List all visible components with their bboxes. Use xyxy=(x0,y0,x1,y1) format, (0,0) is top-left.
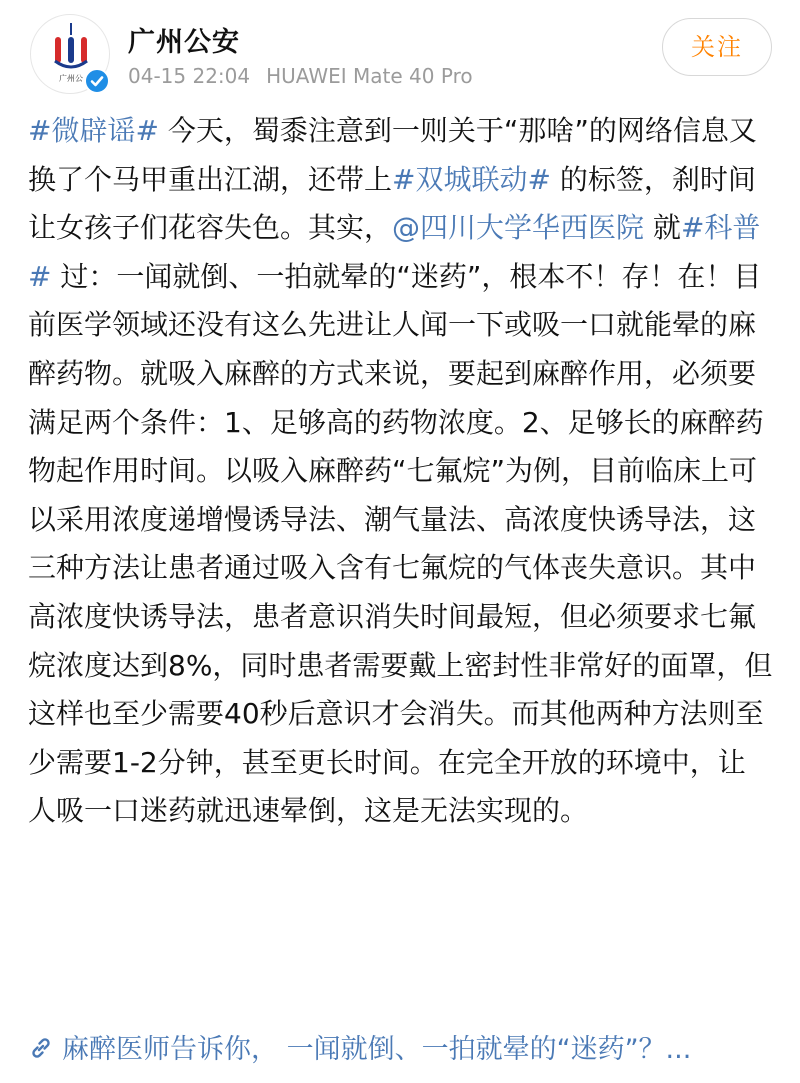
post-device: HUAWEI Mate 40 Pro xyxy=(266,64,473,88)
mention-link[interactable]: @四川大学华西医院 xyxy=(392,211,645,245)
hashtag-link[interactable]: #双城联动# xyxy=(392,162,551,196)
hashtag-link[interactable]: #微辟谣# xyxy=(28,114,159,147)
follow-button[interactable]: 关注 xyxy=(662,18,772,76)
article-link-title: 麻醉医师告诉你， 一闻就倒、一拍就晕的“迷药”？... xyxy=(62,1034,692,1065)
account-name[interactable]: 广州公安 xyxy=(128,27,240,58)
post-header xyxy=(0,0,800,100)
post-text: 过：一闻就倒、一拍就晕的“迷药”，根本不！存！在！目前医学领域还没有这么先进让人闻一下或吸一口就能晕的麻醉药物。就吸入麻醉的方式来说，要起到麻醉作用，必须要满足两个条件：1、足够高的药物浓度。2、足够长的麻醉药物起作用时间。以吸入麻醉药“七氟烷”为例，目前临床上可以采用浓度递增慢诱导法、潮气量法、高浓度快诱导法，这三种方法让患者通过吸入含有七氟烷的气体丧失意识。其中高浓度快诱导法，患者意识消失时间最短，但必须要求七氟烷浓度达到8%，同时患者需要戴上密封性非常好的面罩，但这样也至少需要40秒后意识才会消失。而其他两种方法则至少需要1-2分钟，甚至更长时间。在完全开放的环境中，让人吸一口迷药就迅速晕倒，这是无法实现的。 xyxy=(28,259,773,828)
article-link[interactable] xyxy=(28,1028,773,1072)
post-text: 今天，蜀黍注意到一则关于“那啥”的网络信息又换了个马甲重出江湖，还带上 xyxy=(28,114,757,196)
link-icon xyxy=(28,1035,54,1061)
post-body xyxy=(28,107,773,836)
post-text: 就 xyxy=(644,211,681,245)
post-text: 的标签，刹时间让女孩子们花容失色。其实， xyxy=(28,162,756,245)
avatar-logo-text: 广州公 xyxy=(59,74,83,83)
post-meta xyxy=(128,64,473,88)
post-timestamp: 04-15 22:04 xyxy=(128,64,251,88)
hashtag-link[interactable]: #科普# xyxy=(28,211,761,293)
verified-badge-icon xyxy=(84,68,110,94)
